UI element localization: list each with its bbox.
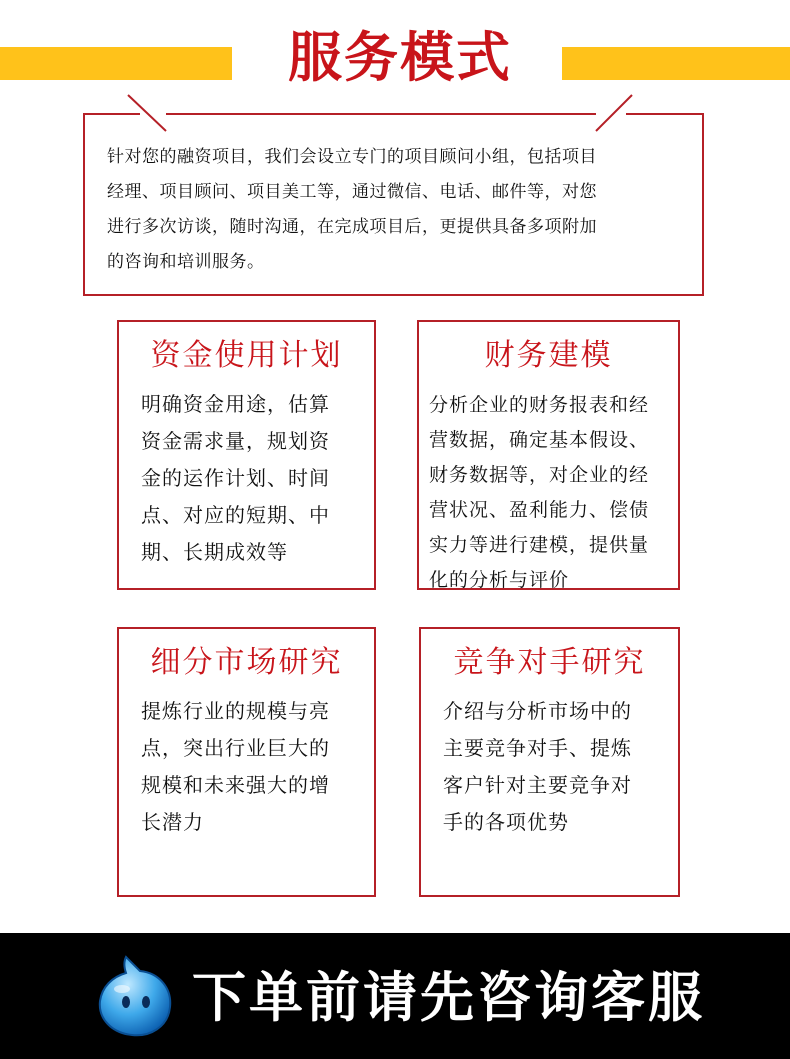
- card-title: 细分市场研究: [150, 645, 343, 680]
- card-line: 手的各项优势: [443, 810, 569, 834]
- card-competitor-research: [419, 627, 680, 897]
- chat-bubble-icon[interactable]: [96, 953, 174, 1039]
- card-title: 竞争对手研究: [453, 645, 646, 680]
- card-financial-model: [417, 320, 680, 590]
- card-fund-plan: [117, 320, 376, 590]
- card-line: 客户针对主要竞争对: [443, 773, 632, 797]
- footer-banner[interactable]: [0, 933, 790, 1059]
- intro-line: 经理、项目顾问、项目美工等，通过微信、电话、邮件等，对您: [107, 182, 597, 202]
- card-line: 点，突出行业巨大的: [141, 736, 330, 760]
- card-line: 明确资金用途，估算: [141, 392, 330, 416]
- card-line: 实力等进行建模，提供量: [429, 534, 650, 556]
- card-body: [443, 693, 664, 841]
- card-line: 提炼行业的规模与亮: [141, 699, 330, 723]
- footer-text: 下单前请先咨询客服: [192, 966, 705, 1029]
- card-market-research: [117, 627, 376, 897]
- tick-left: [128, 95, 166, 131]
- card-line: 规模和未来强大的增: [141, 773, 330, 797]
- page-title: 服务模式: [288, 26, 512, 89]
- card-title: 资金使用计划: [150, 338, 343, 373]
- card-line: 财务数据等，对企业的经: [429, 464, 650, 486]
- card-body: [141, 693, 360, 841]
- card-line: 金的运作计划、时间: [141, 466, 330, 490]
- card-line: 期、长期成效等: [141, 540, 288, 564]
- card-body: [429, 388, 664, 598]
- card-line: 化的分析与评价: [429, 569, 570, 591]
- card-line: 长潜力: [141, 810, 204, 834]
- intro-box: [83, 113, 704, 296]
- card-line: 点、对应的短期、中: [141, 503, 330, 527]
- card-line: 分析企业的财务报表和经: [429, 394, 650, 416]
- card-line: 介绍与分析市场中的: [443, 699, 632, 723]
- tick-right: [596, 95, 632, 131]
- card-title: 财务建模: [484, 338, 613, 373]
- intro-line: 的咨询和培训服务。: [107, 252, 265, 272]
- card-line: 营数据，确定基本假设、: [429, 429, 650, 451]
- card-line: 资金需求量，规划资: [141, 429, 330, 453]
- intro-line: 进行多次访谈，随时沟通，在完成项目后，更提供具备多项附加: [107, 217, 597, 237]
- intro-text: [107, 140, 686, 280]
- card-line: 营状况、盈利能力、偿债: [429, 499, 650, 521]
- intro-ticks: [0, 0, 790, 140]
- intro-line: 针对您的融资项目，我们会设立专门的项目顾问小组，包括项目: [107, 147, 597, 167]
- card-body: [141, 386, 360, 571]
- card-line: 主要竞争对手、提炼: [443, 736, 632, 760]
